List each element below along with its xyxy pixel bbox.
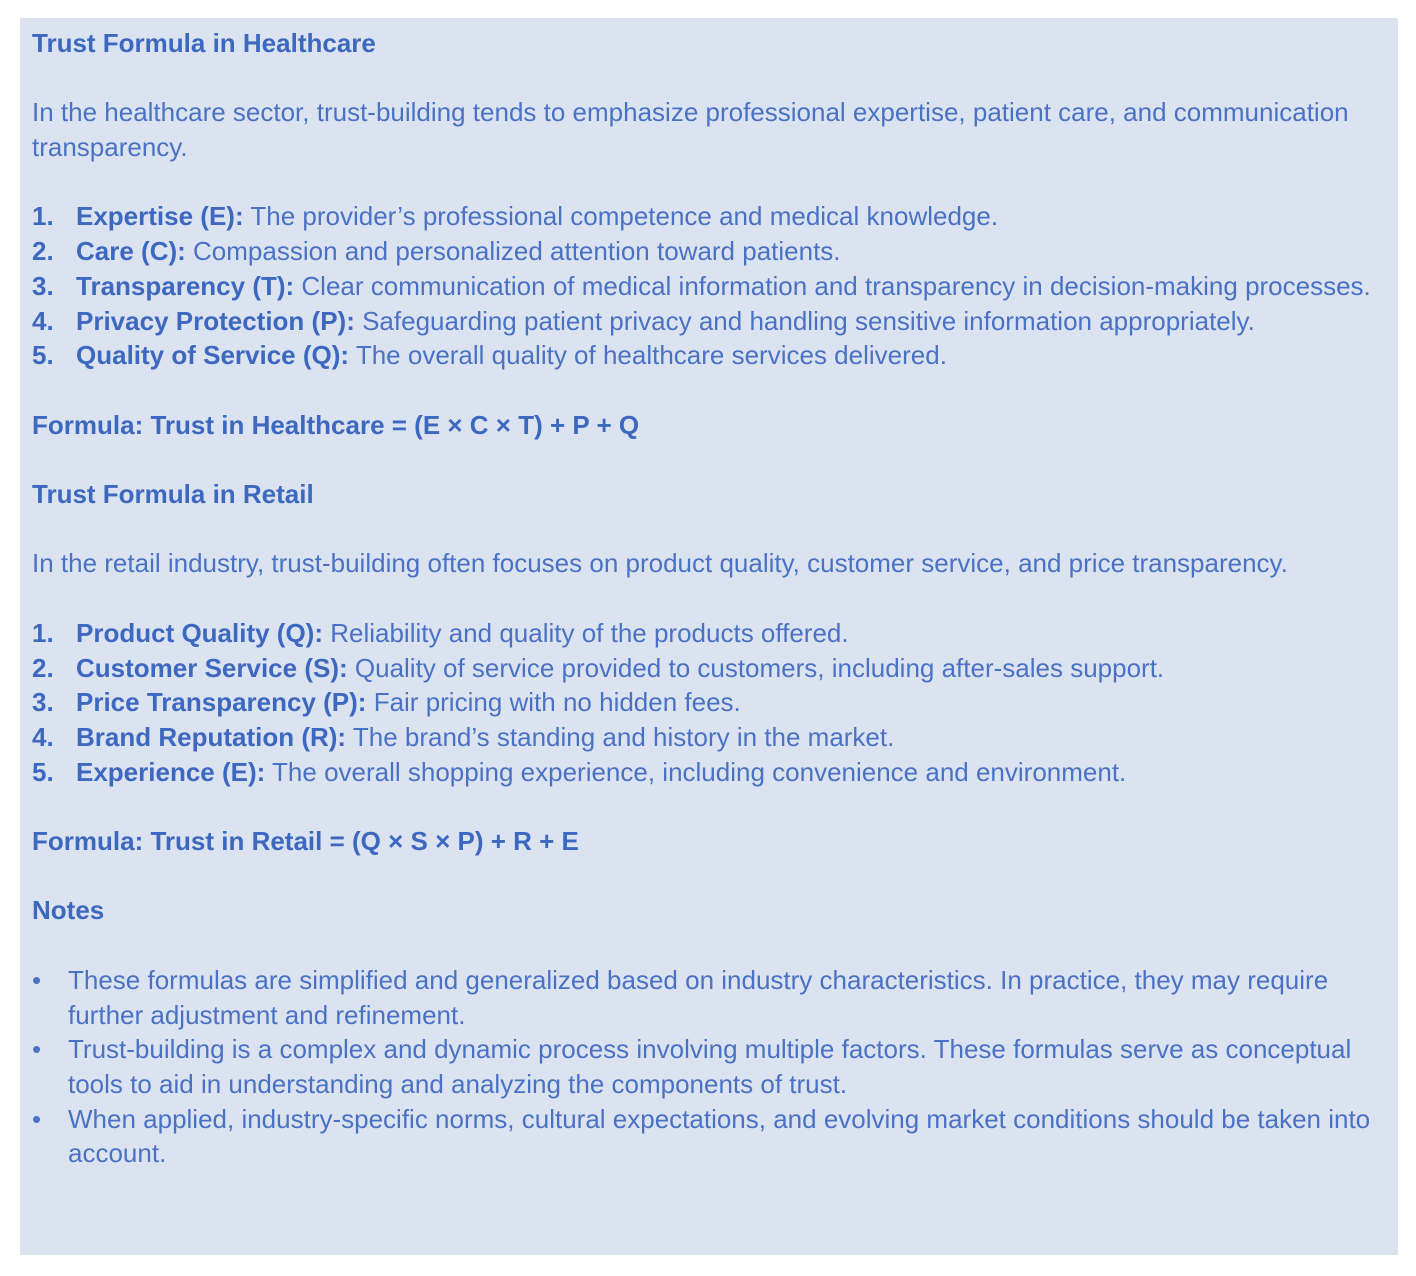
spacer: [32, 859, 1386, 894]
factor-term: Price Transparency (P):: [76, 687, 367, 718]
spacer: [32, 581, 1386, 616]
list-number: 4.: [32, 305, 54, 336]
healthcare-factor-list: [32, 199, 1386, 373]
factor-term: Product Quality (Q):: [76, 617, 323, 648]
spacer: [32, 512, 1386, 547]
factor-description: The overall shopping experience, including convenience and environment.: [265, 756, 1127, 787]
list-item: [32, 338, 1386, 373]
list-item: [32, 685, 1386, 720]
list-item: [32, 1032, 1386, 1101]
factor-term: Transparency (T):: [76, 270, 295, 301]
list-item: [32, 963, 1386, 1032]
factor-description: Fair pricing with no hidden fees.: [366, 687, 741, 718]
list-item: [32, 616, 1386, 651]
factor-term: Privacy Protection (P):: [76, 305, 355, 336]
spacer: [32, 928, 1386, 963]
list-item: [32, 234, 1386, 269]
spacer: [32, 789, 1386, 824]
bullet-icon: •: [32, 1103, 42, 1134]
bullet-icon: •: [32, 964, 42, 995]
factor-term: Brand Reputation (R):: [76, 721, 347, 752]
list-number: 2.: [32, 236, 54, 267]
list-item: [32, 304, 1386, 339]
factor-term: Experience (E):: [76, 756, 266, 787]
spacer: [32, 61, 1386, 96]
healthcare-intro: In the healthcare sector, trust-building tends to emphasize professional expertise, patient care, and communication transparency.: [32, 97, 1349, 163]
factor-description: The overall quality of healthcare services delivered.: [349, 340, 947, 371]
list-number: 2.: [32, 652, 54, 683]
retail-intro: In the retail industry, trust-building often focuses on product quality, customer service, and price transparency.: [32, 548, 1288, 579]
factor-term: Care (C):: [76, 236, 186, 267]
retail-factor-list: [32, 616, 1386, 790]
list-number: 1.: [32, 617, 54, 648]
factor-term: Customer Service (S):: [76, 652, 348, 683]
factor-description: Quality of service provided to customers, including after-sales support.: [347, 652, 1165, 683]
list-item: [32, 755, 1386, 790]
list-item: [32, 651, 1386, 686]
spacer: [32, 165, 1386, 200]
healthcare-heading: Trust Formula in Healthcare: [32, 28, 376, 58]
factor-description: Compassion and personalized attention toward patients.: [185, 236, 841, 267]
note-text: These formulas are simplified and generalized based on industry characteristics. In practice, they may require further adjustment and refinement.: [68, 964, 1329, 1030]
factor-description: Clear communication of medical information and transparency in decision-making processes.: [294, 270, 1371, 301]
list-number: 3.: [32, 687, 54, 718]
retail-formula: Formula: Trust in Retail = (Q × S × P) + R + E: [32, 826, 579, 857]
list-number: 5.: [32, 756, 54, 787]
factor-term: Quality of Service (Q):: [76, 340, 350, 371]
list-number: 4.: [32, 721, 54, 752]
spacer: [32, 442, 1386, 477]
factor-description: The provider’s professional competence and medical knowledge.: [243, 201, 999, 232]
list-item: [32, 199, 1386, 234]
notes-list: [32, 963, 1386, 1171]
retail-heading: Trust Formula in Retail: [32, 479, 314, 510]
list-number: 3.: [32, 270, 54, 301]
list-item: [32, 720, 1386, 755]
spacer: [32, 373, 1386, 408]
factor-description: Safeguarding patient privacy and handling sensitive information appropriately.: [354, 305, 1255, 336]
notes-heading: Notes: [32, 895, 105, 926]
factor-term: Expertise (E):: [76, 201, 244, 232]
healthcare-formula: Formula: Trust in Healthcare = (E × C × T) + P + Q: [32, 409, 640, 440]
list-item: [32, 269, 1386, 304]
factor-description: The brand’s standing and history in the market.: [346, 721, 895, 752]
bullet-icon: •: [32, 1034, 42, 1065]
factor-description: Reliability and quality of the products offered.: [323, 617, 849, 648]
note-text: Trust-building is a complex and dynamic process involving multiple factors. These formulas serve as conceptual tools to aid in understanding and analyzing the components of trust.: [68, 1034, 1352, 1099]
list-number: 5.: [32, 340, 54, 371]
list-item: [32, 1102, 1386, 1171]
note-text: When applied, industry-specific norms, cultural expectations, and evolving market conditions should be taken into account.: [68, 1103, 1371, 1169]
list-number: 1.: [32, 201, 54, 232]
document-panel: [20, 18, 1398, 1255]
